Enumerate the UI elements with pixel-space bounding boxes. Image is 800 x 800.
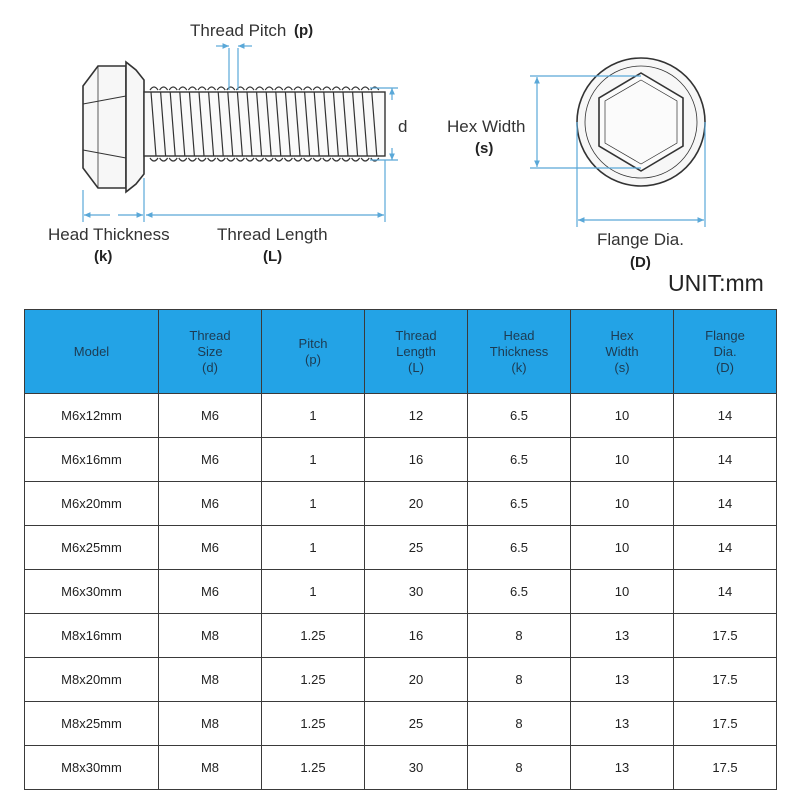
table-cell: 20 [365, 658, 468, 702]
header-text: Pitch [298, 335, 328, 351]
header-cell [365, 310, 468, 394]
table-cell: 6.5 [468, 526, 571, 570]
table-cell: M8 [159, 614, 262, 658]
header-cell [159, 310, 262, 394]
table-cell: 1 [262, 438, 365, 482]
header-text: Head [503, 327, 535, 343]
header-text: (L) [408, 359, 424, 375]
table-cell: 1.25 [262, 746, 365, 790]
table-cell: 14 [674, 570, 777, 614]
table-cell: 30 [365, 570, 468, 614]
header-text: (s) [614, 359, 630, 375]
table-cell: 13 [571, 702, 674, 746]
header-text: Model [73, 343, 110, 359]
header-cell [262, 310, 365, 394]
header-text: (d) [202, 359, 218, 375]
table-row [25, 658, 777, 702]
header-text: (p) [305, 351, 321, 367]
table-cell: M8x30mm [25, 746, 159, 790]
table-cell: 1.25 [262, 702, 365, 746]
hex-head [83, 66, 126, 188]
thread-pitch-dimension [216, 46, 252, 90]
header-text: Flange [705, 327, 745, 343]
table-cell: 16 [365, 614, 468, 658]
table-body [25, 394, 777, 790]
table-cell: 14 [674, 438, 777, 482]
table-cell: M8x16mm [25, 614, 159, 658]
table-cell: 8 [468, 658, 571, 702]
bolt-top-view [577, 58, 705, 186]
table-cell: M6x30mm [25, 570, 159, 614]
table-cell: M8 [159, 702, 262, 746]
table-cell: 10 [571, 438, 674, 482]
table-cell: 13 [571, 658, 674, 702]
table-cell: 25 [365, 526, 468, 570]
table-cell: M6x16mm [25, 438, 159, 482]
table-cell: 17.5 [674, 614, 777, 658]
thread-pitch-label: Thread Pitch [190, 21, 287, 40]
table-cell: 8 [468, 746, 571, 790]
flange-dia-symbol: (D) [630, 254, 651, 271]
table-cell: 10 [571, 482, 674, 526]
table-cell: 6.5 [468, 438, 571, 482]
header-text: (k) [511, 359, 527, 375]
table-cell: M8 [159, 658, 262, 702]
table-cell: M6 [159, 570, 262, 614]
table-cell: 12 [365, 394, 468, 438]
diameter-label: d [398, 117, 408, 136]
table-cell: 10 [571, 570, 674, 614]
table-cell: M6 [159, 394, 262, 438]
header-text: Thread [189, 327, 231, 343]
table-cell: 10 [571, 526, 674, 570]
table-cell: M6 [159, 482, 262, 526]
table-row [25, 394, 777, 438]
table-cell: M8x25mm [25, 702, 159, 746]
table-cell: 6.5 [468, 482, 571, 526]
table-cell: 10 [571, 394, 674, 438]
header-cell [571, 310, 674, 394]
bolt-side-view [83, 62, 385, 192]
head-thickness-label: Head Thickness [48, 225, 170, 244]
header-cell [25, 310, 159, 394]
table-row [25, 438, 777, 482]
thread-length-symbol: (L) [263, 248, 283, 265]
table-cell: 13 [571, 746, 674, 790]
table-cell: 1 [262, 526, 365, 570]
header-text: Thickness [489, 343, 549, 359]
header-cell [468, 310, 571, 394]
table-cell: 14 [674, 482, 777, 526]
table-cell: M6x25mm [25, 526, 159, 570]
table-row [25, 702, 777, 746]
header-text: Dia. [713, 343, 737, 359]
table-cell: 1.25 [262, 614, 365, 658]
table-row [25, 614, 777, 658]
table-cell: 20 [365, 482, 468, 526]
table-cell: 17.5 [674, 746, 777, 790]
bolt-diagram [0, 0, 800, 300]
table-cell: 25 [365, 702, 468, 746]
table-row [25, 526, 777, 570]
table-cell: M8 [159, 746, 262, 790]
table-cell: 14 [674, 526, 777, 570]
table-cell: 13 [571, 614, 674, 658]
header-text: (D) [715, 359, 735, 375]
header-text: Hex [610, 327, 634, 343]
hex-width-symbol: (s) [475, 140, 494, 157]
table-cell: 17.5 [674, 658, 777, 702]
table-cell: M6x20mm [25, 482, 159, 526]
spec-table [24, 309, 777, 790]
table-cell: 30 [365, 746, 468, 790]
table-cell: 1 [262, 482, 365, 526]
header-text: Thread [395, 327, 437, 343]
table-cell: 14 [674, 394, 777, 438]
table-cell: 6.5 [468, 394, 571, 438]
header-cell [674, 310, 777, 394]
table-cell: M8x20mm [25, 658, 159, 702]
table-cell: 1 [262, 570, 365, 614]
header-text: Length [396, 343, 436, 359]
table-cell: 16 [365, 438, 468, 482]
thread-pitch-symbol: (p) [294, 22, 314, 39]
table-cell: 1 [262, 394, 365, 438]
head-thickness-symbol: (k) [94, 248, 113, 265]
table-cell: 17.5 [674, 702, 777, 746]
flange [126, 62, 144, 192]
thread-length-label: Thread Length [217, 225, 328, 244]
table-row [25, 746, 777, 790]
hex-width-label: Hex Width [447, 117, 526, 136]
flange-dia-label: Flange Dia. [597, 230, 684, 249]
table-cell: 8 [468, 614, 571, 658]
unit-label: UNIT:mm [668, 270, 764, 296]
header-text: Width [605, 343, 639, 359]
table-row [25, 570, 777, 614]
table-cell: 8 [468, 702, 571, 746]
table-cell: M6 [159, 438, 262, 482]
table-cell: M6x12mm [25, 394, 159, 438]
table-row [25, 482, 777, 526]
table-cell: M6 [159, 526, 262, 570]
header-text: Size [197, 343, 223, 359]
table-cell: 1.25 [262, 658, 365, 702]
table-header-row [25, 310, 777, 394]
table-cell: 6.5 [468, 570, 571, 614]
